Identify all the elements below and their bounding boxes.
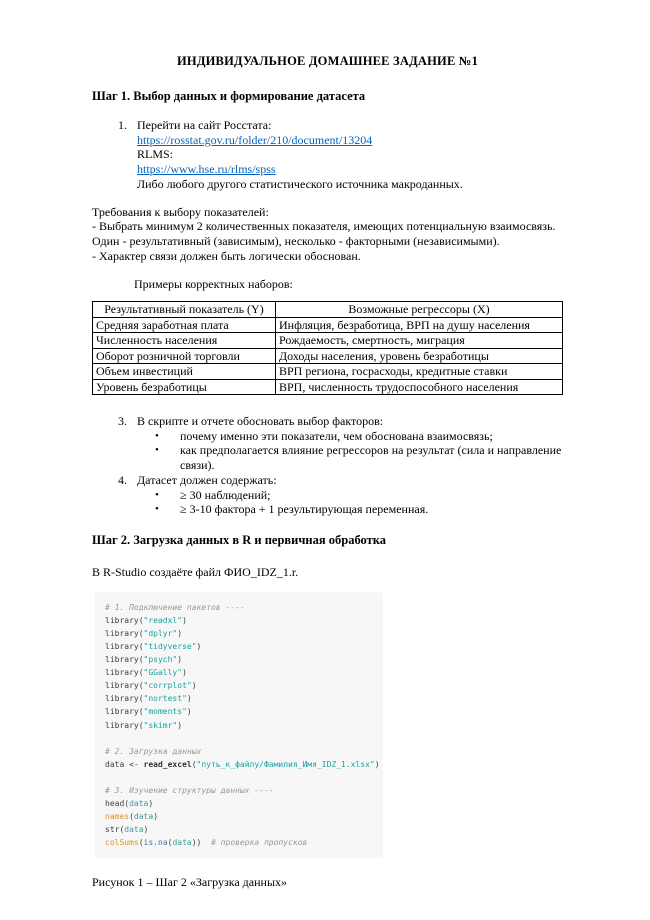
links-block xyxy=(137,133,563,192)
bullet-glyph: • xyxy=(155,429,159,442)
table-cell-x: Доходы населения, уровень безработицы xyxy=(276,348,563,364)
code-line: # 3. Изучение структуры данных ---- xyxy=(105,785,274,795)
table-header-x: Возможные регрессоры (X) xyxy=(276,302,563,318)
table-cell-y: Средняя заработная плата xyxy=(93,317,276,333)
requirement-2: - Характер связи должен быть логически обоснован. xyxy=(92,248,361,263)
rosstat-link[interactable]: https://rosstat.gov.ru/folder/210/document/13204 xyxy=(137,132,373,147)
code-line: colSums(is.na(data)) # проверка пропусков xyxy=(105,838,308,848)
code-line: library("skimr") xyxy=(105,720,183,730)
doc-title: ИНДИВИДУАЛЬНОЕ ДОМАШНЕЕ ЗАДАНИЕ №1 xyxy=(176,54,479,68)
examples-title: Примеры корректных наборов: xyxy=(134,277,293,292)
table-header-row xyxy=(93,302,563,318)
table-cell-y: Численность населения xyxy=(93,333,276,349)
requirements-title: Требования к выбору показателей: xyxy=(92,204,269,219)
table-cell-y: Оборот розничной торговли xyxy=(93,348,276,364)
code-line: # 2. Загрузка данных xyxy=(105,746,202,756)
rlms-link[interactable]: https://www.hse.ru/rlms/spss xyxy=(137,162,276,177)
ordered-item-text: В скрипте и отчете обосновать выбор факторов: xyxy=(137,414,384,429)
table-cell-y: Уровень безработицы xyxy=(93,379,276,395)
code-line xyxy=(105,732,373,745)
ordered-item-text: Перейти на сайт Росстата: xyxy=(137,118,272,132)
code-line: library("readxl") xyxy=(105,615,187,625)
other-source-text: Либо любого другого статистического источника макроданных. xyxy=(137,176,463,191)
figure-caption: Рисунок 1 – Шаг 2 «Загрузка данных» xyxy=(92,875,288,890)
table-row xyxy=(93,364,563,380)
bullet-item xyxy=(155,502,563,517)
bullet-item xyxy=(155,429,563,444)
ordered-item-number: 4. xyxy=(118,472,127,487)
ordered-item-number: 1. xyxy=(118,118,127,132)
ordered-item-3 xyxy=(118,414,563,429)
table-cell-x: Инфляция, безработица, ВРП на душу населения xyxy=(276,317,563,333)
bullet-text: почему именно эти показатели, чем обоснована взаимосвязь; xyxy=(180,428,493,443)
table-row xyxy=(93,348,563,364)
requirements-block xyxy=(92,205,563,264)
table-row xyxy=(93,317,563,333)
ordered-item-1 xyxy=(118,118,563,133)
table-cell-y: Объем инвестиций xyxy=(93,364,276,380)
table-cell-x: ВРП, численность трудоспособного населения xyxy=(276,379,563,395)
code-line: library("nortest") xyxy=(105,694,192,704)
step2-intro-text: В R-Studio создаёте файл ФИО_IDZ_1.r. xyxy=(92,564,299,579)
code-line: library("psych") xyxy=(105,655,183,665)
bullet-item xyxy=(155,488,563,503)
code-line: names(data) xyxy=(105,812,159,822)
code-line: str(data) xyxy=(105,825,149,835)
code-line: data <- read_excel("путь_к_файлу/Фамилия_Имя_IDZ_1.xlsx") xyxy=(105,759,380,769)
ordered-item-4 xyxy=(118,473,563,488)
code-block xyxy=(95,592,383,859)
rlms-label: RLMS: xyxy=(137,147,174,162)
code-line: library("corrplot") xyxy=(105,681,197,691)
section-heading-step1: Шаг 1. Выбор данных и формирование датасета xyxy=(92,89,366,103)
code-line xyxy=(105,771,373,784)
table-header-y: Результативный показатель (Y) xyxy=(93,302,276,318)
requirement-1: - Выбрать минимум 2 количественных показателя, имеющих потенциальную взаимосвязь. Один - результативный (зависимым), несколько - факторными (независимыми). xyxy=(92,219,556,248)
code-line: # 1. Подключение пакетов ---- xyxy=(105,602,245,612)
ordered-item-number: 3. xyxy=(118,414,127,429)
code-line: library("tidyverse") xyxy=(105,641,202,651)
bullet-glyph: • xyxy=(155,444,159,457)
code-line: head(data) xyxy=(105,799,154,809)
bullet-glyph: • xyxy=(155,488,159,501)
section-heading-step2: Шаг 2. Загрузка данных в R и первичная обработка xyxy=(92,532,387,547)
table-cell-x: Рождаемость, смертность, миграция xyxy=(276,333,563,349)
bullet-text: ≥ 3-10 фактора + 1 результирующая переменная. xyxy=(180,502,429,517)
table-cell-x: ВРП региона, госрасходы, кредитные ставки xyxy=(276,364,563,380)
bullet-glyph: • xyxy=(155,503,159,516)
bullet-text: как предполагается влияние регрессоров на результат (сила и направление связи). xyxy=(180,443,562,473)
code-line: library("GGally") xyxy=(105,668,187,678)
ordered-item-text: Датасет должен содержать: xyxy=(137,472,277,487)
code-line: library("dplyr") xyxy=(105,628,183,638)
bullet-item xyxy=(155,443,563,472)
code-line: library("moments") xyxy=(105,707,192,717)
table-row xyxy=(93,333,563,349)
examples-table xyxy=(92,301,563,395)
table-row xyxy=(93,379,563,395)
bullet-text: ≥ 30 наблюдений; xyxy=(180,487,271,502)
